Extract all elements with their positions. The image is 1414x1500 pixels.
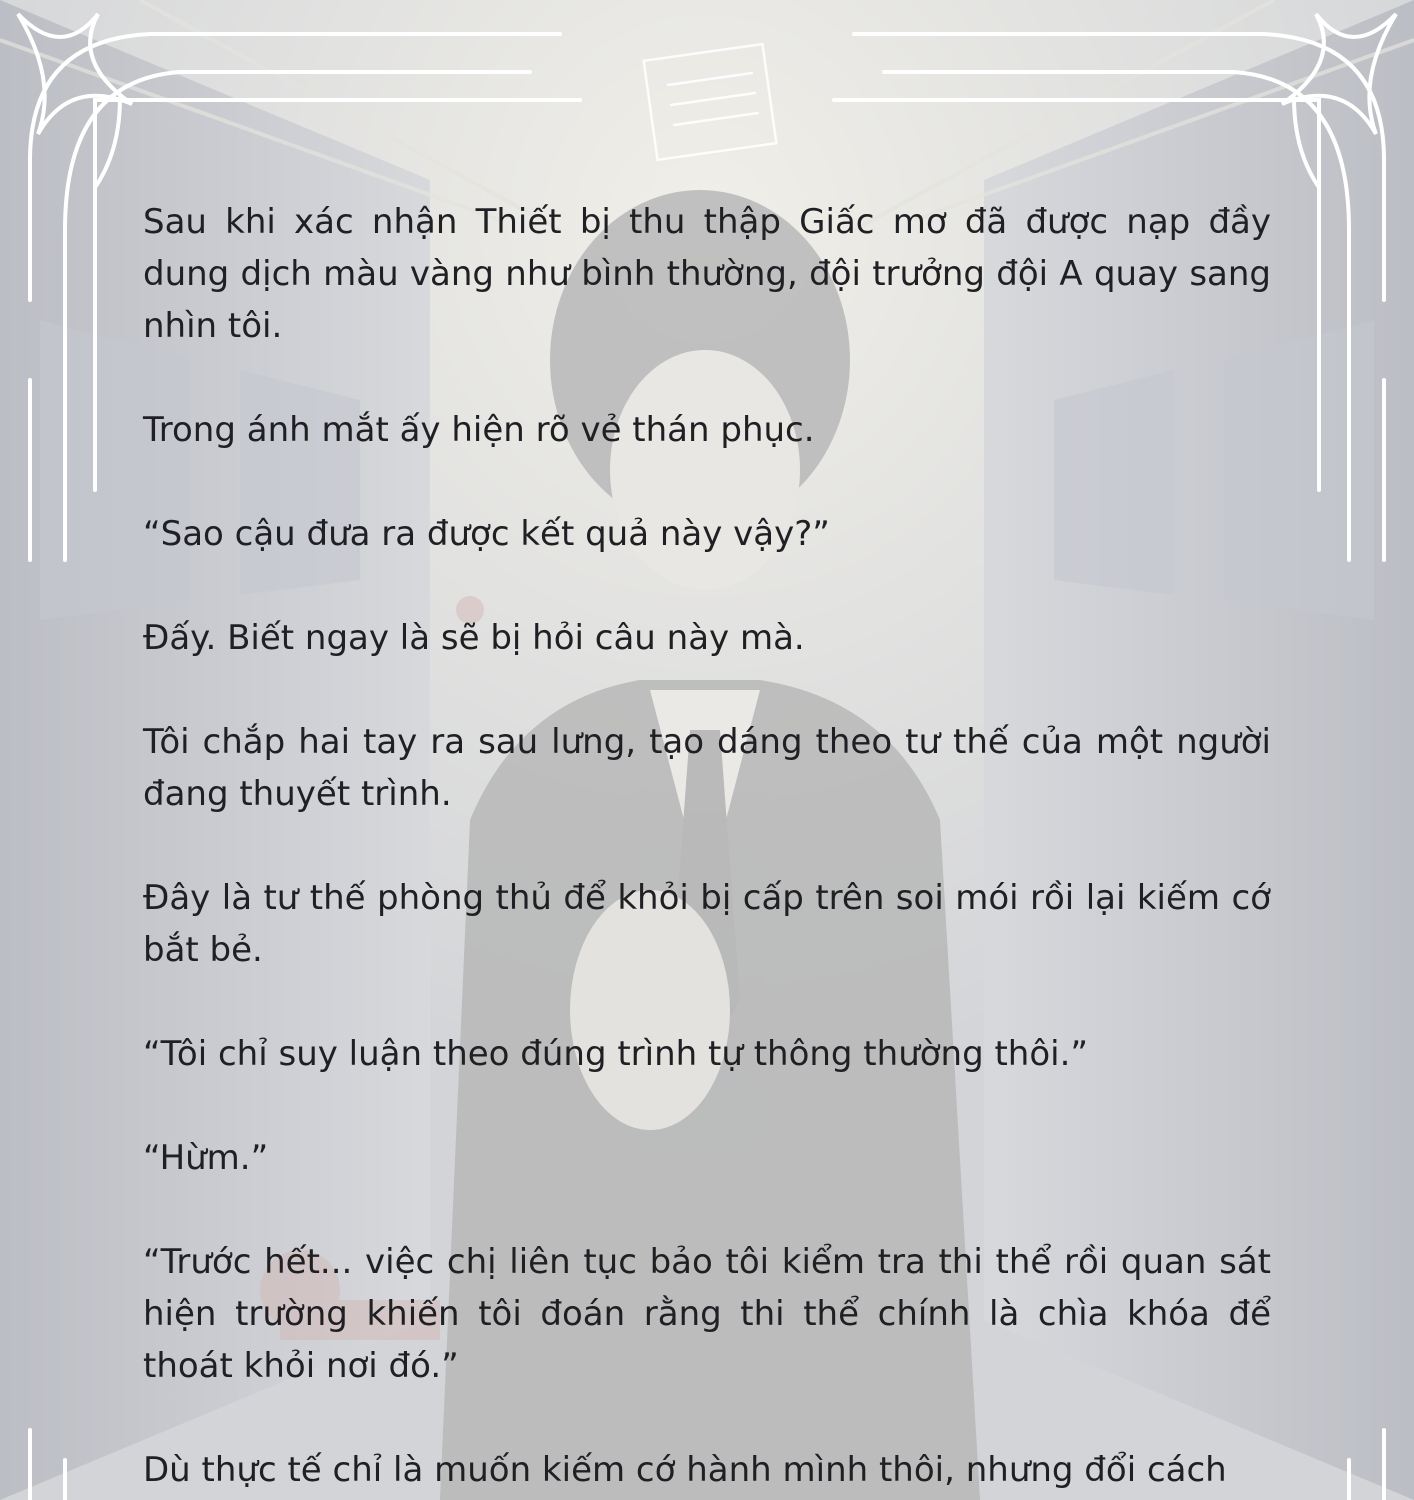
paragraph: Trong ánh mắt ấy hiện rõ vẻ thán phục. [143, 410, 815, 450]
story-text [143, 196, 1271, 1500]
paragraph: “Sao cậu đưa ra được kết quả này vậy?” [143, 514, 830, 554]
paragraph: “Tôi chỉ suy luận theo đúng trình tự thông thường thôi.” [143, 1034, 1089, 1074]
paragraph: “Trước hết... việc chị liên tục bảo tôi kiểm tra thi thể rồi quan sát hiện trường khiến tôi đoán rằng thi thể chính là chìa khóa để thoát khỏi nơi đó.” [143, 1242, 1271, 1386]
paragraph: Dù thực tế chỉ là muốn kiếm cớ hành mình thôi, nhưng đổi cách [143, 1450, 1227, 1490]
paragraph: Tôi chắp hai tay ra sau lưng, tạo dáng theo tư thế của một người đang thuyết trình. [143, 722, 1271, 814]
paragraph: Đây là tư thế phòng thủ để khỏi bị cấp trên soi mói rồi lại kiếm cớ bắt bẻ. [143, 878, 1271, 970]
paragraph: Đấy. Biết ngay là sẽ bị hỏi câu này mà. [143, 618, 805, 658]
paragraph: Sau khi xác nhận Thiết bị thu thập Giấc mơ đã được nạp đầy dung dịch màu vàng như bình thường, đội trưởng đội A quay sang nhìn tôi. [143, 202, 1271, 346]
paragraph: “Hừm.” [143, 1138, 269, 1178]
